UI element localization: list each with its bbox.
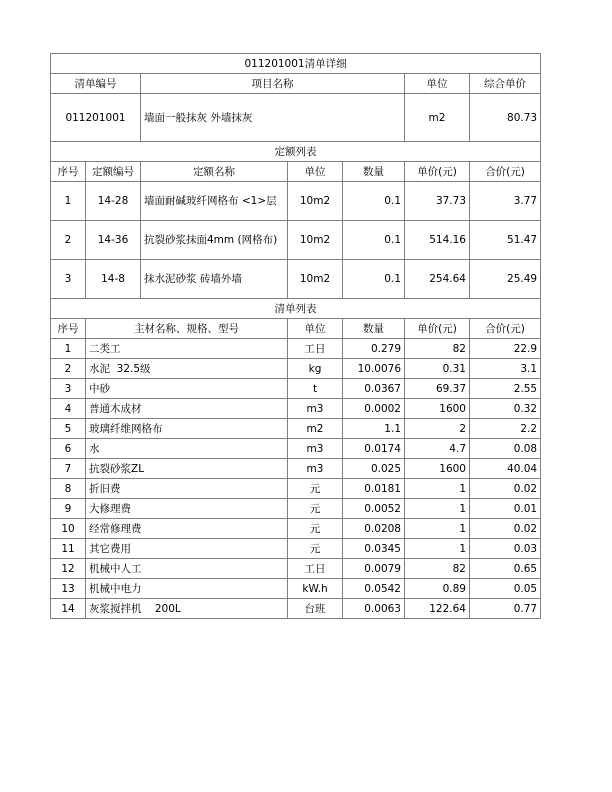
bill-detail-table — [50, 53, 541, 619]
list-no: 1 — [51, 339, 86, 359]
list-unit-header: 单位 — [288, 319, 343, 339]
list-row — [51, 579, 541, 599]
list-qty-header: 数量 — [343, 319, 405, 339]
list-qty: 0.0002 — [343, 399, 405, 419]
list-name-header: 主材名称、规格、型号 — [86, 319, 288, 339]
quota-no: 3 — [51, 260, 86, 299]
list-no: 4 — [51, 399, 86, 419]
list-qty: 10.0076 — [343, 359, 405, 379]
list-name: 普通木成材 — [86, 399, 288, 419]
quota-qty: 0.1 — [343, 221, 405, 260]
list-unit: 台班 — [288, 599, 343, 619]
list-qty: 0.0181 — [343, 479, 405, 499]
item-row — [51, 94, 541, 142]
list-no: 10 — [51, 519, 86, 539]
quota-code: 14-8 — [86, 260, 141, 299]
list-no: 3 — [51, 379, 86, 399]
quota-price: 254.64 — [405, 260, 470, 299]
list-row — [51, 479, 541, 499]
quota-unit: 10m2 — [288, 260, 343, 299]
list-total-header: 合价(元) — [470, 319, 541, 339]
list-price: 1600 — [405, 399, 470, 419]
list-qty: 0.0367 — [343, 379, 405, 399]
list-price: 0.31 — [405, 359, 470, 379]
list-total: 22.9 — [470, 339, 541, 359]
quota-row — [51, 260, 541, 299]
list-qty: 0.0345 — [343, 539, 405, 559]
quota-price: 37.73 — [405, 182, 470, 221]
quota-no: 2 — [51, 221, 86, 260]
list-row — [51, 539, 541, 559]
list-row — [51, 599, 541, 619]
list-name: 经常修理费 — [86, 519, 288, 539]
list-no: 11 — [51, 539, 86, 559]
list-name: 抗裂砂浆ZL — [86, 459, 288, 479]
list-unit: m3 — [288, 439, 343, 459]
list-no: 8 — [51, 479, 86, 499]
quota-row — [51, 221, 541, 260]
list-price: 0.89 — [405, 579, 470, 599]
list-unit: 元 — [288, 539, 343, 559]
list-row — [51, 439, 541, 459]
quota-name-header: 定额名称 — [141, 162, 288, 182]
quota-total: 3.77 — [470, 182, 541, 221]
list-unit: 元 — [288, 479, 343, 499]
list-section-title: 清单列表 — [51, 299, 541, 319]
list-row — [51, 559, 541, 579]
list-qty: 1.1 — [343, 419, 405, 439]
list-total: 3.1 — [470, 359, 541, 379]
list-name: 水 — [86, 439, 288, 459]
quota-name: 墙面耐碱玻纤网格布 <1>层 — [141, 182, 288, 221]
list-name: 二类工 — [86, 339, 288, 359]
list-price: 1 — [405, 519, 470, 539]
list-row — [51, 519, 541, 539]
list-unit: m3 — [288, 459, 343, 479]
quota-total: 25.49 — [470, 260, 541, 299]
list-qty: 0.0208 — [343, 519, 405, 539]
list-unit: 工日 — [288, 339, 343, 359]
list-unit: kg — [288, 359, 343, 379]
quota-price-header: 单价(元) — [405, 162, 470, 182]
list-name: 水泥 32.5级 — [86, 359, 288, 379]
list-price-header: 单价(元) — [405, 319, 470, 339]
list-header-row — [51, 319, 541, 339]
list-price: 1 — [405, 539, 470, 559]
list-total: 0.65 — [470, 559, 541, 579]
list-name: 灰浆搅拌机 200L — [86, 599, 288, 619]
quota-unit: 10m2 — [288, 221, 343, 260]
list-price: 4.7 — [405, 439, 470, 459]
quota-total-header: 合价(元) — [470, 162, 541, 182]
list-row — [51, 459, 541, 479]
list-unit: 元 — [288, 519, 343, 539]
list-total: 2.2 — [470, 419, 541, 439]
quota-no-header: 序号 — [51, 162, 86, 182]
quota-name: 抗裂砂浆抹面4mm (网格布) — [141, 221, 288, 260]
list-total: 0.05 — [470, 579, 541, 599]
list-name: 玻璃纤维网格布 — [86, 419, 288, 439]
list-total: 40.04 — [470, 459, 541, 479]
list-qty: 0.0063 — [343, 599, 405, 619]
item-unit: m2 — [405, 94, 470, 142]
list-price: 82 — [405, 559, 470, 579]
list-unit: t — [288, 379, 343, 399]
quota-section-title: 定额列表 — [51, 142, 541, 162]
list-qty: 0.0174 — [343, 439, 405, 459]
unit-header: 单位 — [405, 74, 470, 94]
item-code: 011201001 — [51, 94, 141, 142]
list-name: 机械中电力 — [86, 579, 288, 599]
table-title: 011201001清单详细 — [51, 54, 541, 74]
list-price: 1600 — [405, 459, 470, 479]
quota-header-row — [51, 162, 541, 182]
list-no: 7 — [51, 459, 86, 479]
list-no: 13 — [51, 579, 86, 599]
list-name: 中砂 — [86, 379, 288, 399]
list-qty: 0.025 — [343, 459, 405, 479]
list-total: 0.03 — [470, 539, 541, 559]
list-no: 14 — [51, 599, 86, 619]
quota-unit: 10m2 — [288, 182, 343, 221]
quota-qty: 0.1 — [343, 260, 405, 299]
list-no: 9 — [51, 499, 86, 519]
quota-code: 14-36 — [86, 221, 141, 260]
item-name: 墙面一般抹灰 外墙抹灰 — [141, 94, 405, 142]
list-name: 大修理费 — [86, 499, 288, 519]
list-total: 0.32 — [470, 399, 541, 419]
list-row — [51, 499, 541, 519]
list-no: 5 — [51, 419, 86, 439]
quota-name: 抹水泥砂浆 砖墙外墙 — [141, 260, 288, 299]
list-name: 其它费用 — [86, 539, 288, 559]
list-price: 69.37 — [405, 379, 470, 399]
list-qty: 0.279 — [343, 339, 405, 359]
list-name: 折旧费 — [86, 479, 288, 499]
quota-row — [51, 182, 541, 221]
quota-qty: 0.1 — [343, 182, 405, 221]
quota-price: 514.16 — [405, 221, 470, 260]
list-price: 1 — [405, 499, 470, 519]
list-total: 0.08 — [470, 439, 541, 459]
list-no: 12 — [51, 559, 86, 579]
list-price: 122.64 — [405, 599, 470, 619]
code-header: 清单编号 — [51, 74, 141, 94]
list-row — [51, 379, 541, 399]
list-total: 0.02 — [470, 479, 541, 499]
list-price: 2 — [405, 419, 470, 439]
list-qty: 0.0542 — [343, 579, 405, 599]
list-total: 2.55 — [470, 379, 541, 399]
quota-code: 14-28 — [86, 182, 141, 221]
quota-code-header: 定额编号 — [86, 162, 141, 182]
list-qty: 0.0052 — [343, 499, 405, 519]
list-price: 1 — [405, 479, 470, 499]
list-name: 机械中人工 — [86, 559, 288, 579]
list-price: 82 — [405, 339, 470, 359]
list-no: 6 — [51, 439, 86, 459]
list-unit: m2 — [288, 419, 343, 439]
list-unit: kW.h — [288, 579, 343, 599]
list-total: 0.02 — [470, 519, 541, 539]
list-row — [51, 359, 541, 379]
list-no-header: 序号 — [51, 319, 86, 339]
list-no: 2 — [51, 359, 86, 379]
quota-qty-header: 数量 — [343, 162, 405, 182]
list-unit: 工日 — [288, 559, 343, 579]
quota-no: 1 — [51, 182, 86, 221]
quota-unit-header: 单位 — [288, 162, 343, 182]
list-qty: 0.0079 — [343, 559, 405, 579]
list-total: 0.77 — [470, 599, 541, 619]
quota-total: 51.47 — [470, 221, 541, 260]
name-header: 项目名称 — [141, 74, 405, 94]
list-unit: 元 — [288, 499, 343, 519]
list-row — [51, 419, 541, 439]
item-price: 80.73 — [470, 94, 541, 142]
list-row — [51, 399, 541, 419]
list-total: 0.01 — [470, 499, 541, 519]
price-header: 综合单价 — [470, 74, 541, 94]
list-unit: m3 — [288, 399, 343, 419]
list-row — [51, 339, 541, 359]
item-header-row — [51, 74, 541, 94]
